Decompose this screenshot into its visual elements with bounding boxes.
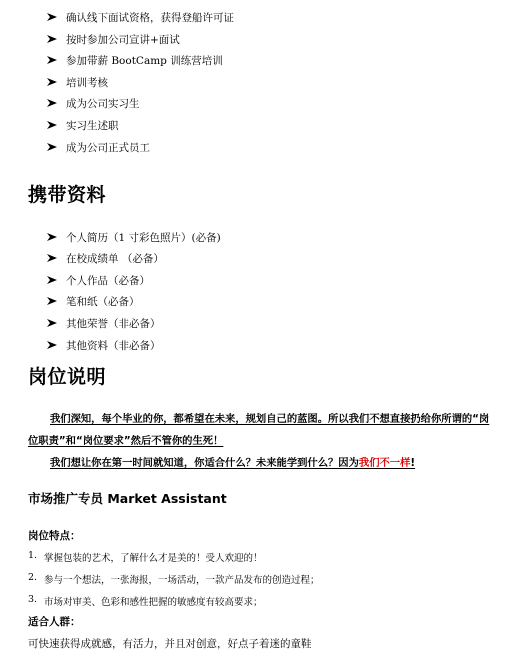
feature-item [28, 594, 263, 608]
list-item [46, 228, 221, 246]
list-item [46, 336, 161, 354]
features-label: 岗位特点： [28, 530, 81, 542]
list-item-text: 笔和纸（必备） [66, 295, 140, 308]
arrow-bullet-icon [46, 120, 58, 130]
arrow-bullet-icon [46, 296, 58, 306]
list-item [46, 73, 108, 91]
arrow-bullet-icon [46, 77, 58, 87]
arrow-bullet-icon [46, 12, 58, 22]
list-item-text: 在校成绩单 （必备） [66, 252, 164, 265]
feature-text: 参与一个想法，一张海报，一场活动，一款产品发布的创造过程； [44, 575, 320, 586]
highlight-text: 我们不一样 [358, 457, 411, 469]
list-item-text: 培训考核 [66, 76, 108, 89]
positions-heading: 岗位说明 [28, 366, 107, 388]
list-item-text: 确认线下面试资格，获得登船许可证 [66, 11, 234, 24]
list-item [46, 51, 223, 69]
intro-line-2: 位职责”和“岗位要求”然后不管你的生死！ [28, 435, 224, 447]
arrow-bullet-icon [46, 318, 58, 328]
list-item-text: 其他资料（非必备） [66, 339, 161, 352]
list-item [46, 314, 161, 332]
feature-text: 市场对审美、色彩和感性把握的敏感度有较高要求； [44, 597, 263, 608]
arrow-bullet-icon [46, 55, 58, 65]
list-item-text: 按时参加公司宣讲+面试 [66, 33, 180, 46]
list-item-text: 成为公司实习生 [66, 97, 140, 110]
list-item [46, 292, 140, 310]
arrow-bullet-icon [46, 98, 58, 108]
intro-line-3-text: 我们想让你在第一时间就知道，你适合什么？未来能学到什么？因为 [50, 457, 359, 469]
materials-heading: 携带资料 [28, 184, 107, 206]
list-item [46, 116, 119, 134]
intro-line-1: 我们深知，每个毕业的你，都希望在未来，规划自己的蓝图。所以我们不想直接扔给你所谓的“岗 [50, 413, 490, 425]
arrow-bullet-icon [46, 232, 58, 242]
arrow-bullet-icon [46, 340, 58, 350]
list-item-text: 实习生述职 [66, 119, 119, 132]
intro-line-3 [50, 454, 415, 469]
feature-item [28, 550, 263, 564]
list-item-text: 其他荣誉（非必备） [66, 317, 161, 330]
arrow-bullet-icon [46, 34, 58, 44]
list-item [46, 249, 164, 267]
suitable-label: 适合人群： [28, 616, 81, 628]
feature-item [28, 572, 320, 586]
list-item [46, 138, 150, 156]
list-item-text: 成为公司正式员工 [66, 141, 150, 154]
role-title: 市场推广专员 Market Assistant [28, 491, 227, 506]
list-item-text: 参加带薪 BootCamp 训练营培训 [66, 54, 223, 67]
feature-number: 2. [28, 572, 38, 583]
arrow-bullet-icon [46, 253, 58, 263]
feature-text: 掌握包装的艺术，了解什么才是美的！受人欢迎的！ [44, 553, 263, 564]
feature-number: 1. [28, 550, 38, 561]
list-item-text: 个人简历（1 寸彩色照片）(必备) [66, 231, 221, 244]
feature-number: 3. [28, 594, 38, 605]
list-item-text: 个人作品（必备） [66, 274, 150, 287]
arrow-bullet-icon [46, 142, 58, 152]
list-item [46, 94, 140, 112]
list-item [46, 271, 150, 289]
intro-line-3-end: ! [410, 457, 416, 469]
suitable-text: 可快速获得成就感，有活力，并且对创意，好点子着迷的童鞋 [28, 638, 312, 650]
list-item [46, 30, 180, 48]
list-item [46, 8, 234, 26]
arrow-bullet-icon [46, 275, 58, 285]
